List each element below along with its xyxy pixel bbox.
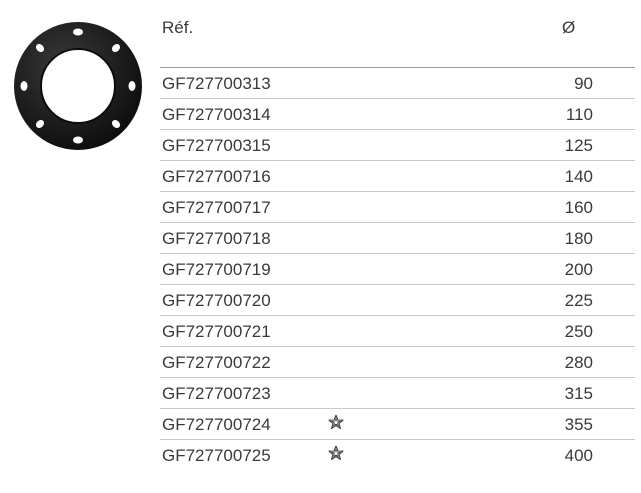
reference-cell: GF727700313 [162,74,271,93]
diameter-cell: 315 [564,384,593,403]
table-row [160,130,635,161]
table-body [160,68,635,471]
reference-cell: GF727700725 [162,446,271,465]
table-row [160,68,635,99]
diameter-cell: 280 [564,353,593,372]
table-row [160,347,635,378]
diameter-cell: 160 [564,198,593,217]
diameter-cell: 180 [564,229,593,248]
flange-ring-icon [10,18,146,154]
table-row [160,223,635,254]
table-row [160,440,635,471]
diameter-cell: 400 [564,446,593,465]
diameter-cell: 225 [564,291,593,310]
diameter-cell: 125 [564,136,593,155]
column-header-diameter: Ø [562,18,576,37]
reference-cell: GF727700724 [162,415,271,434]
diameter-cell: 200 [564,260,593,279]
table-row [160,99,635,130]
reference-cell: GF727700718 [162,229,271,248]
reference-cell: GF727700314 [162,105,271,124]
table-row [160,378,635,409]
product-reference-table [160,0,635,471]
column-header-reference: Réf. [162,18,194,37]
reference-cell: GF727700719 [162,260,271,279]
reference-cell: GF727700720 [162,291,271,310]
star-outline-icon [328,414,344,430]
reference-cell: GF727700722 [162,353,271,372]
table-row [160,285,635,316]
diameter-cell: 140 [564,167,593,186]
diameter-cell: 90 [574,74,593,93]
table-row [160,409,635,440]
reference-cell: GF727700721 [162,322,271,341]
diameter-cell: 110 [565,105,593,124]
table-row [160,254,635,285]
table-row [160,192,635,223]
diameter-cell: 250 [564,322,593,341]
table-row [160,316,635,347]
reference-cell: GF727700717 [162,198,271,217]
reference-cell: GF727700716 [162,167,271,186]
diameter-cell: 355 [564,415,593,434]
table-header [160,0,635,68]
table-row [160,161,635,192]
reference-cell: GF727700315 [162,136,271,155]
star-outline-icon [328,445,344,461]
reference-cell: GF727700723 [162,384,271,403]
